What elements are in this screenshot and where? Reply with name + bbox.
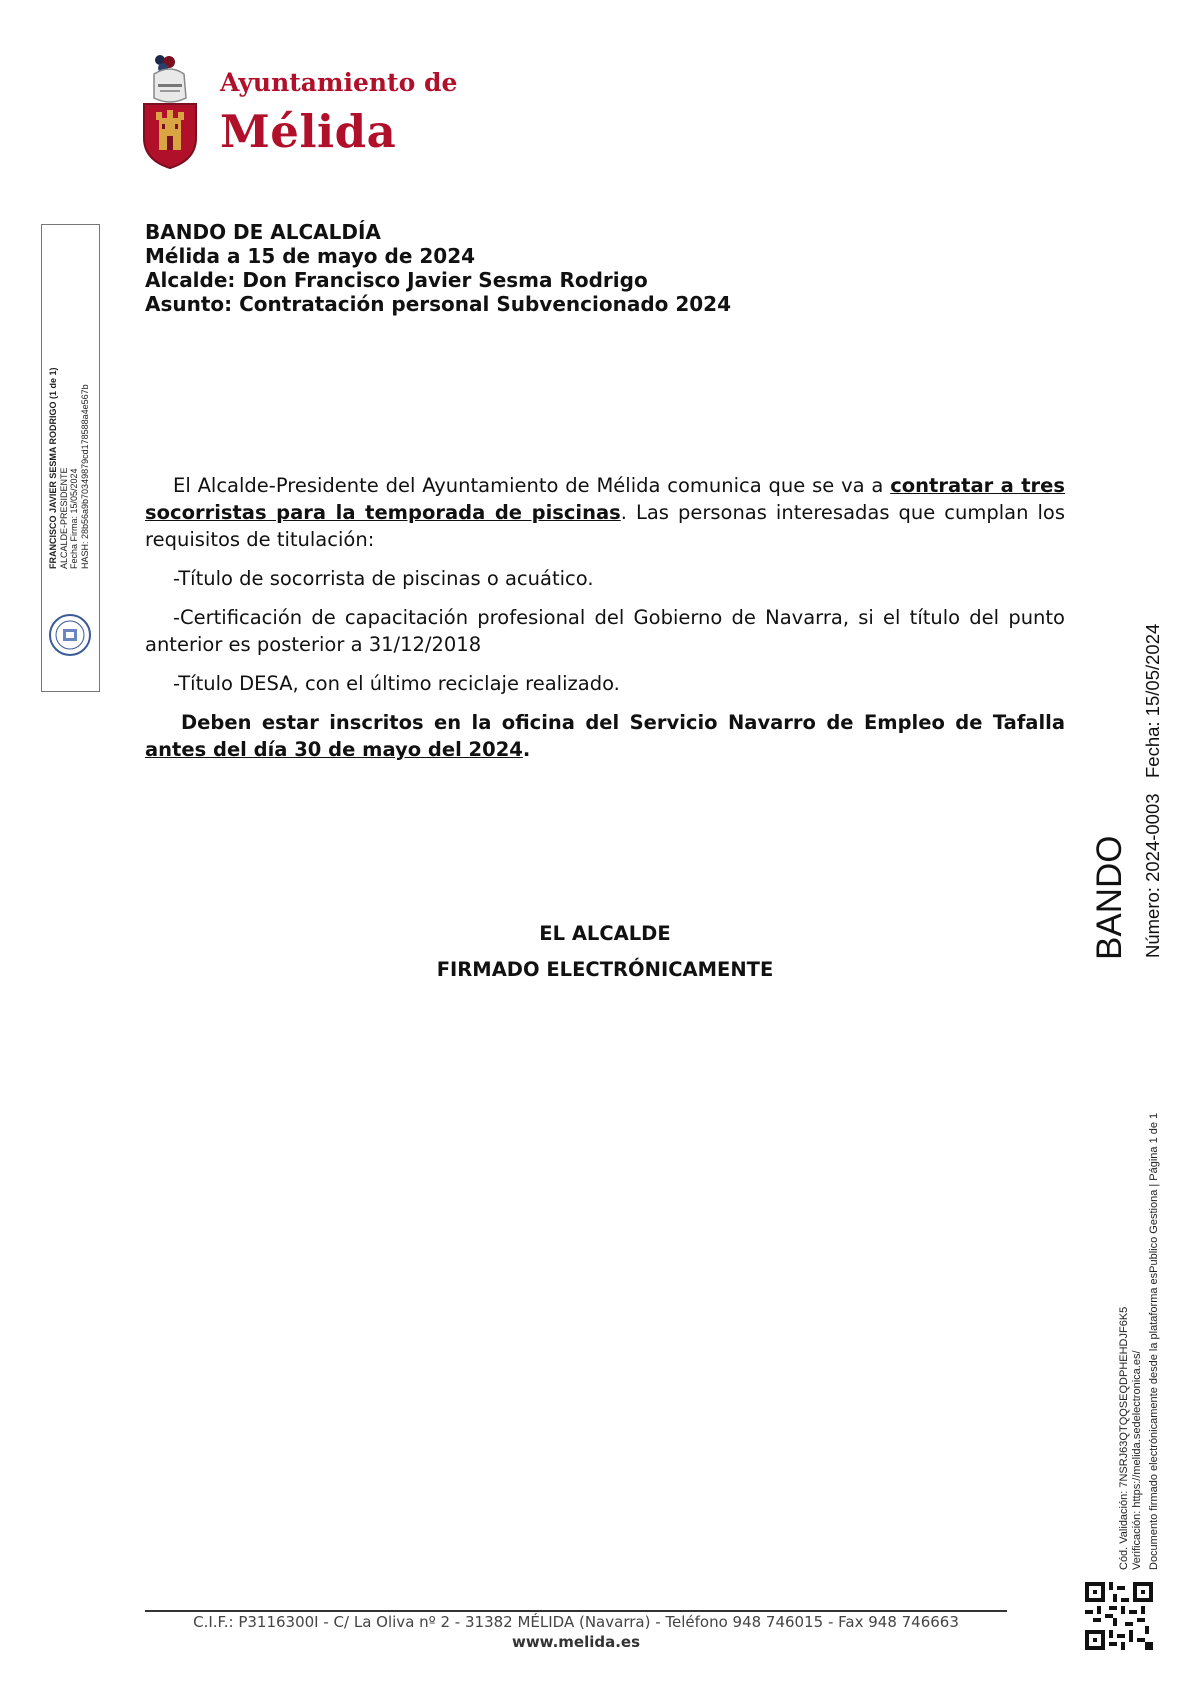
signature-title: EL ALCALDE xyxy=(539,922,671,945)
requirement-2: -Certificación de capacitación profesional del Gobierno de Navarra, si el título del punto anterior es posterior a 31/12/2018 xyxy=(145,606,1065,656)
qr-code-icon xyxy=(1085,1582,1153,1650)
bando-label: BANDO xyxy=(1090,835,1129,960)
stamp-date: Fecha Firma: 15/05/2024 xyxy=(69,468,79,569)
coat-of-arms-icon xyxy=(140,52,200,170)
signature-stamp-box xyxy=(41,224,100,692)
mayor-name: Alcalde: Don Francisco Javier Sesma Rodrigo xyxy=(145,268,648,292)
intro-highlight: contratar a tres socorristas para la temporada de piscinas xyxy=(145,474,1065,524)
bando-date: Fecha: 15/05/2024 xyxy=(1142,623,1163,778)
logo-line2: Mélida xyxy=(220,105,397,158)
official-seal-icon xyxy=(48,613,92,657)
deadline-date: antes del día 30 de mayo del 2024 xyxy=(145,738,523,761)
validation-code: Cód. Validación: 7NSRJ63QTQQSEQDPHEHDJF6K5 xyxy=(1118,1306,1130,1570)
document-body xyxy=(145,472,1065,775)
intro-text: El Alcalde-Presidente del Ayuntamiento de Mélida comunica que se va a xyxy=(173,474,891,497)
deadline-end: . xyxy=(522,738,531,761)
signature-block xyxy=(145,922,1065,994)
document-header xyxy=(145,220,945,316)
stamp-hash: HASH: 28b56a9b70349879cd178588a4e567b xyxy=(79,384,90,569)
deadline-paragraph xyxy=(145,709,1065,763)
stamp-signer: FRANCISCO JAVIER SESMA RODRIGO (1 de 1) xyxy=(48,367,58,569)
logo-line1: Ayuntamiento de xyxy=(220,68,458,97)
bando-number: Número: 2024-0003 xyxy=(1142,793,1163,958)
footer-website: www.melida.es xyxy=(511,1633,641,1651)
subject: Asunto: Contratación personal Subvencionado 2024 xyxy=(145,292,732,316)
deadline-text: Deben estar inscritos en la oficina del Servicio Navarro de Empleo de Tafalla xyxy=(181,711,1065,734)
municipality-logo xyxy=(140,52,500,172)
place-date: Mélida a 15 de mayo de 2024 xyxy=(145,244,476,268)
verification-note: Documento firmado electrónicamente desde la plataforma esPublico Gestiona | Página 1 de 1 xyxy=(1148,1112,1160,1570)
signature-note: FIRMADO ELECTRÓNICAMENTE xyxy=(436,958,774,981)
requirement-1: -Título de socorrista de piscinas o acuático. xyxy=(173,567,594,590)
stamp-role: ALCALDE-PRESIDENTE xyxy=(58,467,69,569)
intro-paragraph xyxy=(145,472,1065,553)
verification-block xyxy=(1118,1307,1144,1570)
verification-url: Verificación: https://melida.sedelectronica.es/ xyxy=(1131,1350,1143,1570)
requirement-3: -Título DESA, con el último reciclaje realizado. xyxy=(173,672,620,695)
intro-text-end: . Las personas interesadas que cumplan los requisitos de titulación: xyxy=(145,501,1065,551)
signature-stamp-text xyxy=(48,367,90,569)
footer xyxy=(145,1612,1007,1652)
document-title: BANDO DE ALCALDÍA xyxy=(145,220,381,244)
footer-address: C.I.F.: P3116300I - C/ La Oliva nº 2 - 31382 MÉLIDA (Navarra) - Teléfono 948 746015 - Fax 948 746663 xyxy=(193,1613,959,1631)
